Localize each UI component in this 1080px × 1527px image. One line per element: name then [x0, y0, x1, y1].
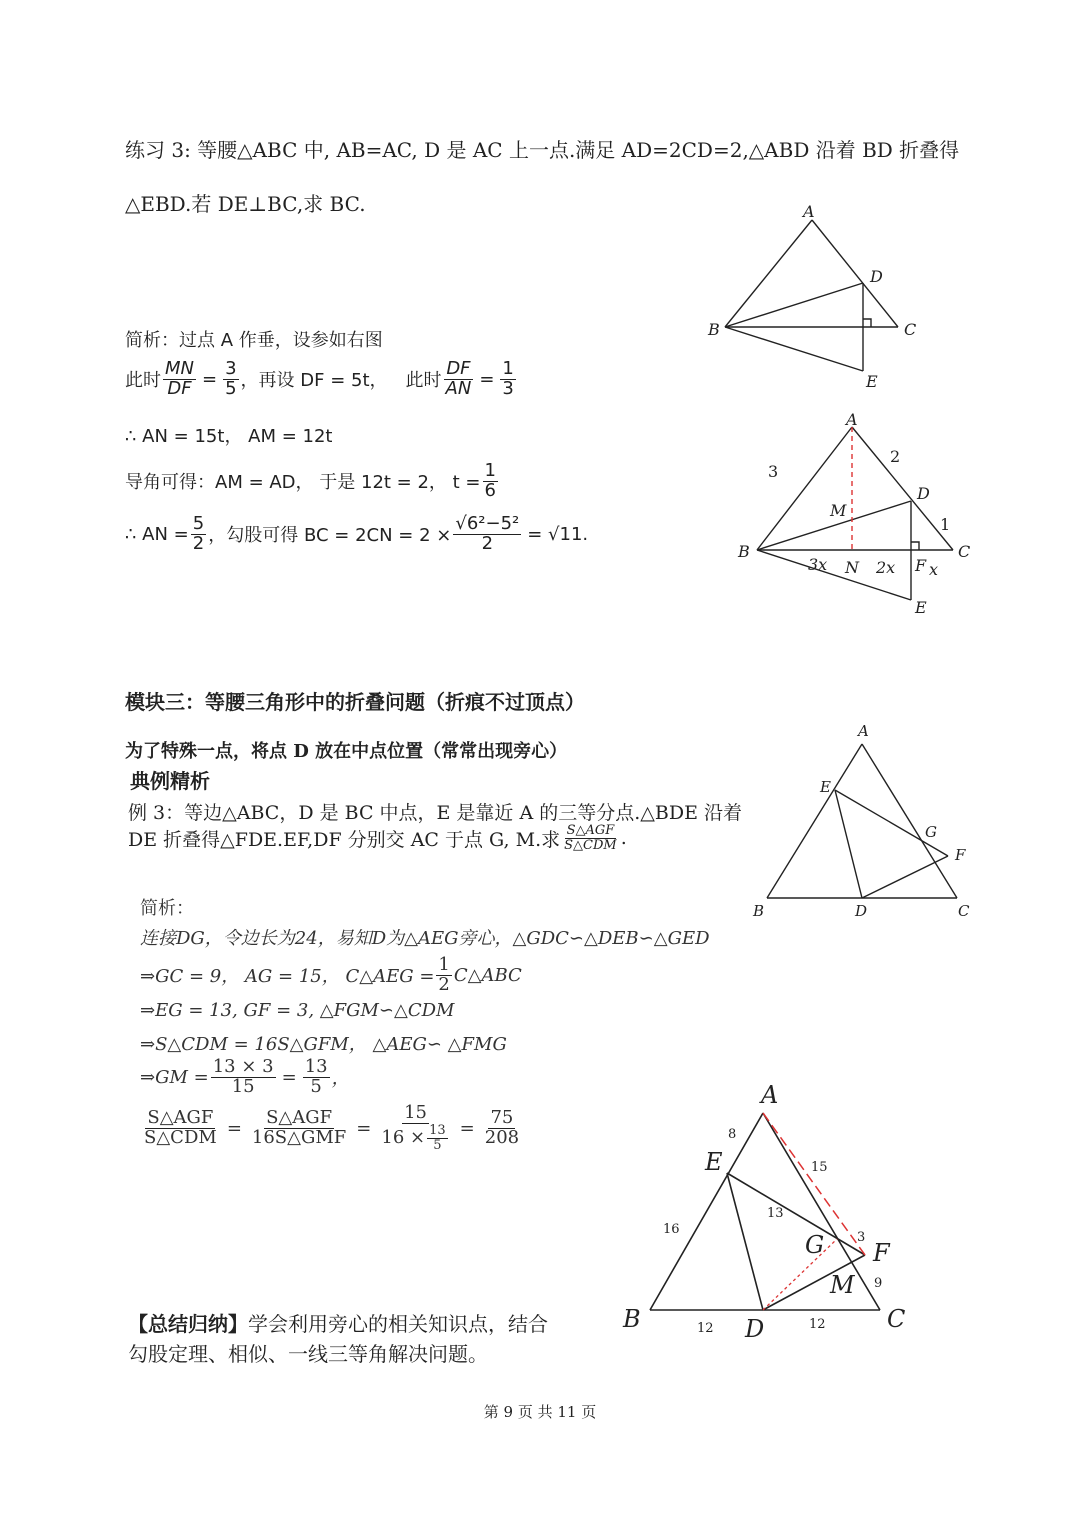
fig4-label: M — [830, 1271, 855, 1299]
fraction-num: S△AGF — [566, 823, 615, 838]
fig1-segment-ac — [812, 220, 898, 327]
fig2-label: 3 — [768, 462, 779, 481]
fig4-label: 9 — [874, 1276, 883, 1291]
analysis2-text: ⇒GM = — [140, 1066, 209, 1088]
fraction-gm — [211, 1058, 276, 1097]
analysis2-text: ⇒GC = 9， AG = 15， C△AEG = — [140, 966, 435, 988]
fraction-5-2 — [191, 515, 206, 554]
fraction-den: 6 — [484, 479, 496, 501]
analysis1-text: ，再设 DF = 5t， — [240, 370, 388, 392]
figure-2-fold-diagram — [730, 405, 980, 620]
fraction-1-2 — [436, 956, 451, 995]
fig3-segment-ab — [767, 744, 862, 898]
fraction-num: 15 — [404, 1102, 427, 1123]
fraction-den: 5 — [225, 377, 237, 399]
fig4-label: 16 — [663, 1222, 680, 1237]
fraction-den: S△CDM — [144, 1126, 217, 1148]
fig1-segment-bd — [725, 283, 863, 327]
fig4-label: C — [887, 1305, 906, 1333]
analysis1-text: ，勾股可得 BC = 2CN = 2 × — [208, 525, 452, 547]
analysis1-text: ∴ AN = — [125, 523, 189, 545]
fig2-right-angle-mark — [911, 542, 919, 550]
fig2-label: E — [915, 598, 927, 617]
analysis1-line1: 简析：过点 A 作垂，设参如右图 — [125, 330, 383, 351]
fig3-label: F — [955, 846, 966, 864]
analysis1-line5 — [125, 515, 588, 554]
example-title: 典例精析 — [130, 769, 210, 793]
fraction-num: 3 — [225, 358, 237, 379]
fraction-num: 1 — [502, 358, 514, 379]
fig4-label: E — [705, 1148, 723, 1176]
fraction-1-6 — [483, 462, 498, 501]
analysis1-line4 — [125, 462, 500, 501]
fig4-label: 15 — [811, 1160, 828, 1175]
fig3-label: E — [820, 778, 831, 796]
analysis2-line3: ⇒EG = 13, GF = 3, △FGM∽△CDM — [140, 1000, 455, 1021]
fraction-13-5 — [303, 1058, 330, 1097]
fig4-label: 13 — [767, 1206, 784, 1221]
fraction-1-3 — [500, 360, 515, 399]
fraction-num: S△AGF — [266, 1106, 333, 1128]
fraction-result — [483, 1106, 521, 1148]
fraction-den: 2 — [481, 532, 494, 554]
fraction-den: 2 — [438, 973, 450, 995]
fraction-3-5 — [223, 360, 238, 399]
module3-heading: 模块三：等腰三角形中的折叠问题（折痕不过顶点） — [125, 690, 585, 714]
fig3-label: B — [753, 902, 765, 920]
fig1-label: E — [866, 372, 878, 391]
fig4-label: 12 — [809, 1317, 826, 1332]
analysis2-line6: $\frac{\text{S△AGF}}{\text{S△CDM}}$ = $\frac{\text{S△AGF}}{\text{16S△GMF}}$ = 15 16 × $\frac{13}{5}$ = $\frac{75}{208}$ — [144, 1102, 520, 1153]
fig2-label: F — [915, 556, 927, 575]
fraction-ratio-1 — [142, 1106, 219, 1148]
analysis1-line3: ∴ AN = 15t， AM = 12t — [125, 426, 333, 447]
fig4-dotted-dg — [763, 1239, 837, 1310]
fig3-label: A — [858, 722, 869, 740]
fig2-label: 3x — [808, 555, 828, 574]
fig4-label: A — [761, 1081, 779, 1109]
fraction-num: S△AGF — [147, 1106, 214, 1128]
fraction-num: 13 — [429, 1122, 446, 1138]
fraction-den: 15 — [231, 1075, 255, 1097]
fig4-label: D — [745, 1315, 765, 1343]
analysis2-line5 — [140, 1058, 350, 1097]
fig3-label: C — [958, 902, 970, 920]
analysis1-text: 此时 — [405, 370, 442, 392]
fig2-label: M — [830, 501, 847, 520]
fraction-num: 1 — [438, 954, 450, 975]
fraction-ratio-2 — [250, 1106, 348, 1148]
fig3-label: D — [855, 902, 868, 920]
fig2-label: 2x — [876, 558, 896, 577]
fraction-den: 5 — [433, 1137, 442, 1153]
fraction-num: 75 — [490, 1106, 514, 1128]
example3-line1: 例 3：等边△ABC，D 是 BC 中点，E 是靠近 A 的三等分点.△BDE 沿着 — [128, 802, 742, 824]
fraction-den-text: 16 × — [381, 1126, 426, 1148]
figure-3-equilateral-fold — [745, 720, 980, 925]
analysis2-line4: ⇒S△CDM = 16S△GFM， △AEG∽ △FMG — [140, 1034, 507, 1055]
fig2-label: 2 — [890, 447, 901, 466]
fig1-segment-ab — [725, 220, 812, 327]
summary-tag: 【总结归纳】 — [128, 1312, 248, 1336]
analysis1-text: = √11. — [527, 523, 589, 545]
fraction-num: 5 — [192, 513, 205, 534]
fraction-area-ratio — [562, 824, 619, 852]
fraction-ratio-3 — [379, 1104, 451, 1152]
page-footer: 第 9 页 共 11 页 — [483, 1403, 597, 1421]
fraction-den: 3 — [502, 377, 514, 399]
fraction-den: 2 — [192, 532, 205, 554]
summary-line1 — [128, 1308, 548, 1337]
fig2-label: D — [917, 484, 930, 503]
fig4-segment-ef — [727, 1173, 865, 1255]
fig4-segment-ab — [650, 1113, 763, 1310]
fraction-den: 5 — [310, 1075, 322, 1097]
fig4-label: 12 — [697, 1321, 714, 1336]
figure-4-labeled-fold — [615, 1075, 915, 1350]
analysis1-text: 此时 — [125, 370, 161, 392]
module3-note: 为了特殊一点，将点 D 放在中点位置（常常出现旁心） — [125, 741, 568, 762]
fig4-label: 8 — [728, 1127, 737, 1142]
fig4-segment-ed — [727, 1173, 763, 1310]
summary-text: 学会利用旁心的相关知识点，结合 — [248, 1312, 548, 1336]
fig2-label: 1 — [940, 515, 951, 534]
fig2-label: C — [958, 542, 971, 561]
fraction-den: 208 — [484, 1126, 520, 1148]
fig1-label: A — [803, 202, 815, 221]
fig2-label: B — [738, 542, 750, 561]
fraction-den: S△CDM — [564, 837, 617, 853]
fraction-den — [379, 1124, 451, 1152]
fig1-right-angle-mark — [863, 319, 871, 327]
fig1-label: B — [708, 320, 720, 339]
fig2-label: x — [929, 560, 939, 579]
fig4-label: 3 — [857, 1230, 866, 1245]
analysis1-text: 导角可得：AM = AD， 于是 12t = 2， t = — [125, 472, 481, 494]
analysis2-text: = — [281, 1066, 297, 1088]
fraction-sqrt — [453, 515, 521, 554]
fraction-num: 13 × 3 — [212, 1056, 274, 1077]
fig3-segment-df — [862, 856, 948, 898]
fraction-num: MN — [165, 358, 194, 379]
fig3-segment-ed — [835, 790, 862, 898]
summary-line2: 勾股定理、相似、一线三等角解决问题。 — [128, 1342, 488, 1366]
fig3-label: G — [925, 823, 937, 841]
fig4-label: G — [805, 1231, 825, 1259]
analysis2-text: ， — [331, 1068, 350, 1090]
fig1-label: C — [904, 320, 917, 339]
fig4-label: B — [623, 1305, 641, 1333]
fraction-num: 1 — [484, 460, 496, 481]
fig2-segment-ab — [757, 427, 852, 550]
exercise-text-line1: 练习 3: 等腰△ABC 中, AB=AC, D 是 AC 上一点.满足 AD=2CD=2,△ABD 沿着 BD 折叠得 — [125, 138, 960, 162]
fig1-label: D — [870, 267, 883, 286]
example3-text: . — [620, 827, 627, 850]
fig4-label: F — [873, 1239, 890, 1267]
analysis2-line1: 连接DG，令边长为24，易知D为△AEG旁心，△GDC∽△DEB∽△GED — [140, 928, 710, 949]
fraction-den: AN — [445, 377, 472, 399]
example3-text: DE 折叠得△FDE.EF,DF 分别交 AC 于点 G, M.求 — [128, 828, 561, 851]
fraction-13-5-small — [427, 1124, 448, 1152]
analysis2-text: C△ABC — [453, 964, 522, 986]
fraction-mn-df — [163, 360, 196, 399]
exercise-text-line2: △EBD.若 DE⊥BC,求 BC. — [125, 192, 366, 216]
example3-line2 — [128, 824, 627, 852]
fig2-label: N — [845, 558, 859, 577]
fraction-num: √6²−5² — [455, 513, 520, 534]
analysis1-line2: 此时 $\frac{MN}{DF}$ = $\frac{3}{5}$ ，再设 DF = 5t， 此时 $\frac{DF}{AN}$ = $\frac{1}{3}$ — [125, 358, 514, 399]
analysis2-title: 简析： — [140, 898, 194, 919]
fig2-segment-ac — [852, 427, 953, 550]
fig2-label: A — [846, 410, 858, 429]
fraction-num: DF — [446, 358, 471, 379]
figure-1-fold-diagram — [690, 195, 930, 395]
fraction-df-an — [444, 360, 474, 399]
fraction-den: DF — [167, 377, 192, 399]
fig1-segment-be — [725, 327, 863, 371]
fraction-den: 16S△GMF — [251, 1126, 347, 1148]
fraction-num: 13 — [304, 1056, 328, 1077]
analysis2-line2 — [140, 956, 522, 995]
